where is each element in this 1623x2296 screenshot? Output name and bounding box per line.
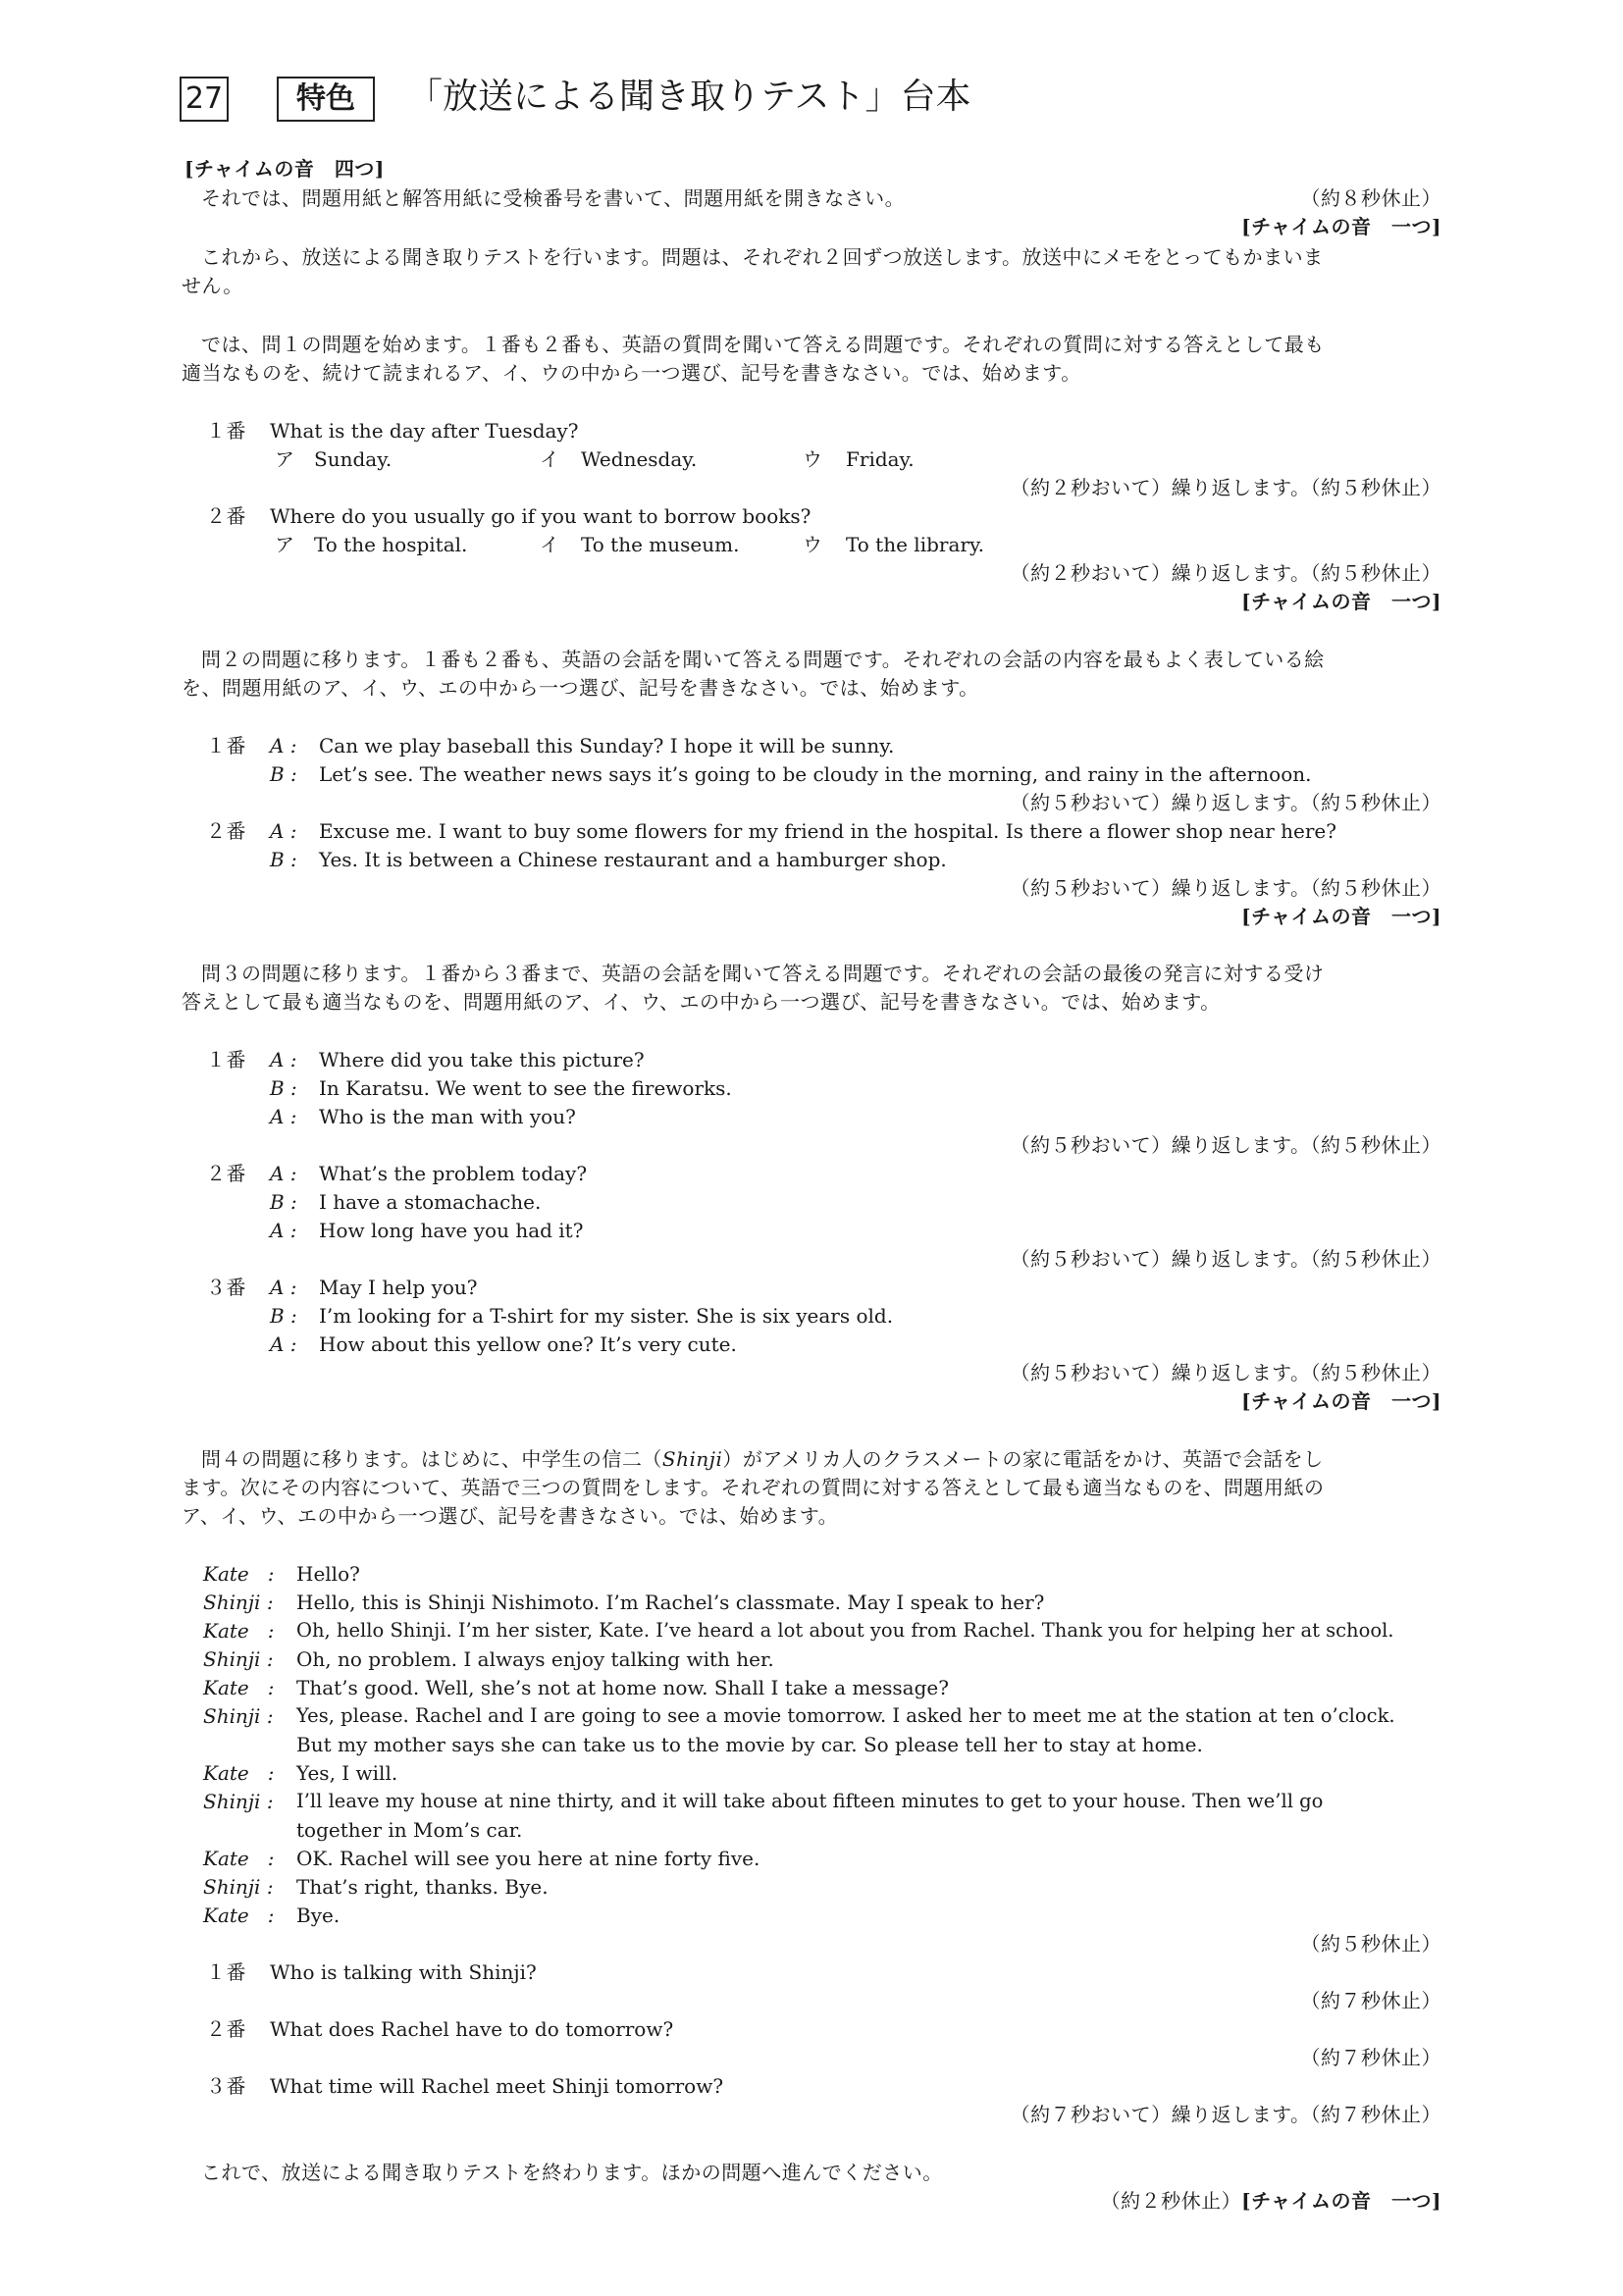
instruction-line: これから、放送による聞き取りテストを行います。問題は、それぞれ２回ずつ放送します。放送中にメモをとってもかまいま xyxy=(201,245,1324,269)
choice-kana: ア xyxy=(275,447,295,471)
instruction-part: ）がアメリカ人のクラスメートの家に電話をかけ、英語で会話をし xyxy=(722,1447,1324,1471)
dialogue-line: In Karatsu. We went to see the fireworks. xyxy=(319,1076,732,1100)
instruction-line: 問３の問題に移ります。１番から３番まで、英語の会話を聞いて答える問題です。それぞれの会話の最後の発言に対する受け xyxy=(201,962,1325,985)
choice-kana: ア xyxy=(275,533,295,556)
dialogue-line: That’s good. Well, she’s not at home now. Shall I take a message? xyxy=(296,1676,949,1699)
dialogue-line: Oh, no problem. I always enjoy talking with her. xyxy=(296,1647,774,1671)
dialogue-line: Oh, hello Shinji. I’m her sister, Kate. I’ve heard a lot about you from Rachel. Thank you for helping her at school. xyxy=(296,1619,1394,1642)
instruction-line: を、問題用紙のア、イ、ウ、エの中から一つ選び、記号を書きなさい。では、始めます。 xyxy=(182,676,979,700)
speaker-label: A : xyxy=(270,819,297,843)
speaker-label: A : xyxy=(270,1162,297,1185)
question-text: Where do you usually go if you want to borrow books? xyxy=(270,504,812,528)
dialogue-line: May I help you? xyxy=(319,1276,478,1299)
choice-text: Sunday. xyxy=(314,447,393,471)
chime-one: [チャイムの音 一つ] xyxy=(1241,590,1441,613)
chime-four: [チャイムの音 四つ] xyxy=(184,157,385,181)
question-text: What does Rachel have to do tomorrow? xyxy=(270,2017,674,2041)
speaker-label: Shinji : xyxy=(203,1875,274,1899)
instruction-line: それでは、問題用紙と解答用紙に受検番号を書いて、問題用紙を開きなさい。 xyxy=(201,186,906,210)
speaker-label: Kate : xyxy=(203,1847,275,1870)
pause-note: （約８秒休止） xyxy=(1300,186,1441,210)
chime-one: [チャイムの音 一つ] xyxy=(1241,905,1441,928)
repeat-note: （約５秒おいて）繰り返します。（約５秒休止） xyxy=(1010,791,1441,814)
closing-instruction: これで、放送による聞き取りテストを終わります。ほかの問題へ進んでください。 xyxy=(201,2161,943,2184)
choice-kana: ウ xyxy=(803,533,823,556)
item-number: ２番 xyxy=(206,819,246,843)
instruction-part: 問４の問題に移ります。はじめに、中学生の信二（ xyxy=(201,1447,662,1471)
speaker-label: Kate : xyxy=(203,1562,275,1586)
choice-text: To the museum. xyxy=(581,533,740,556)
instruction-line: 適当なものを、続けて読まれるア、イ、ウの中から一つ選び、記号を書きなさい。では、始めます。 xyxy=(182,361,1081,385)
dialogue-line: together in Mom’s car. xyxy=(296,1818,523,1842)
item-number: １番 xyxy=(206,419,246,443)
repeat-note: （約２秒おいて）繰り返します。（約５秒休止） xyxy=(1010,476,1441,499)
dialogue-line: I have a stomachache. xyxy=(319,1190,542,1214)
choice-kana: イ xyxy=(540,447,560,471)
dialogue-line: Hello, this is Shinji Nishimoto. I’m Rachel’s classmate. May I speak to her? xyxy=(296,1591,1045,1614)
speaker-label: B : xyxy=(270,848,297,871)
chime-one: [チャイムの音 一つ] xyxy=(1241,2189,1441,2213)
dialogue-line: I’m looking for a T-shirt for my sister. She is six years old. xyxy=(319,1304,894,1328)
pause-note: （約２秒休止） xyxy=(1100,2189,1242,2213)
instruction-line: ア、イ、ウ、エの中から一つ選び、記号を書きなさい。では、始めます。 xyxy=(182,1504,839,1528)
repeat-note: （約５秒おいて）繰り返します。（約５秒休止） xyxy=(1010,876,1441,900)
closing-note xyxy=(1101,2189,1441,2213)
pause-note: （約５秒休止） xyxy=(1300,1932,1441,1956)
dialogue-line: Yes. It is between a Chinese restaurant and a hamburger shop. xyxy=(319,848,947,871)
speaker-label: A : xyxy=(270,1332,297,1356)
repeat-note: （約５秒おいて）繰り返します。（約５秒休止） xyxy=(1010,1361,1441,1384)
problem-number-box: 27 xyxy=(180,77,229,122)
dialogue-line: How about this yellow one? It’s very cute. xyxy=(319,1332,737,1356)
dialogue-line: How long have you had it? xyxy=(319,1219,584,1242)
item-number: ３番 xyxy=(206,2074,246,2098)
repeat-note: （約２秒おいて）繰り返します。（約５秒休止） xyxy=(1010,561,1441,585)
dialogue-line: Yes, please. Rachel and I are going to see a movie tomorrow. I asked her to meet me at the station at ten o’clock. xyxy=(296,1704,1395,1727)
dialogue-line: I’ll leave my house at nine thirty, and it will take about fifteen minutes to get to your house. Then we’ll go xyxy=(296,1790,1324,1812)
speaker-label: A : xyxy=(270,734,297,757)
choice-text: To the hospital. xyxy=(314,533,468,556)
instruction-line xyxy=(201,1447,1324,1471)
choice-kana: ウ xyxy=(803,447,823,471)
page-title: 「放送による聞き取りテスト」台本 xyxy=(407,77,971,117)
speaker-label: B : xyxy=(270,762,297,786)
speaker-label: Shinji : xyxy=(203,1704,274,1728)
instruction-line: では、問１の問題を始めます。１番も２番も、英語の質問を聞いて答える問題です。それぞれの質問に対する答えとして最も xyxy=(201,333,1325,356)
repeat-note: （約７秒おいて）繰り返します。（約７秒休止） xyxy=(1010,2103,1441,2126)
repeat-note: （約５秒おいて）繰り返します。（約５秒休止） xyxy=(1010,1247,1441,1271)
speaker-label: A : xyxy=(270,1048,297,1071)
item-number: １番 xyxy=(206,1960,246,1984)
choice-kana: イ xyxy=(540,533,560,556)
dialogue-line: Who is the man with you? xyxy=(319,1105,576,1128)
name-romaji: Shinji xyxy=(661,1447,723,1471)
choice-text: To the library. xyxy=(846,533,984,556)
speaker-label: Kate : xyxy=(203,1676,275,1699)
speaker-label: A : xyxy=(270,1105,297,1128)
dialogue-line: Where did you take this picture? xyxy=(319,1048,645,1071)
item-number: ３番 xyxy=(206,1276,246,1299)
dialogue-line: Excuse me. I want to buy some flowers for my friend in the hospital. Is there a flower shop near here? xyxy=(319,819,1336,843)
dialogue-line: Let’s see. The weather news says it’s going to be cloudy in the morning, and rainy in the afternoon. xyxy=(319,762,1312,786)
dialogue-line: Can we play baseball this Sunday? I hope it will be sunny. xyxy=(319,734,895,757)
speaker-label: B : xyxy=(270,1076,297,1100)
speaker-label: Kate : xyxy=(203,1904,275,1927)
instruction-line: 問２の問題に移ります。１番も２番も、英語の会話を聞いて答える問題です。それぞれの会話の内容を最もよく表している絵 xyxy=(201,648,1325,671)
dialogue-line: But my mother says she can take us to the movie by car. So please tell her to stay at home. xyxy=(296,1733,1203,1756)
speaker-label: Shinji : xyxy=(203,1790,274,1813)
category-tag-box: 特色 xyxy=(277,77,375,122)
question-text: What is the day after Tuesday? xyxy=(270,419,579,443)
instruction-line: 答えとして最も適当なものを、問題用紙のア、イ、ウ、エの中から一つ選び、記号を書きなさい。では、始めます。 xyxy=(182,990,1221,1014)
dialogue-line: Yes, I will. xyxy=(296,1761,398,1785)
speaker-label: Kate : xyxy=(203,1619,275,1643)
speaker-label: A : xyxy=(270,1276,297,1299)
question-text: What time will Rachel meet Shinji tomorrow? xyxy=(270,2074,724,2098)
pause-note: （約７秒休止） xyxy=(1300,2046,1441,2069)
repeat-note: （約５秒おいて）繰り返します。（約５秒休止） xyxy=(1010,1133,1441,1157)
pause-note: （約７秒休止） xyxy=(1300,1989,1441,2012)
speaker-label: B : xyxy=(270,1304,297,1328)
chime-one: [チャイムの音 一つ] xyxy=(1241,1389,1441,1413)
dialogue-line: Hello? xyxy=(296,1562,360,1586)
choice-text: Wednesday. xyxy=(581,447,698,471)
item-number: ２番 xyxy=(206,504,246,528)
instruction-line: せん。 xyxy=(182,274,243,297)
choice-text: Friday. xyxy=(846,447,915,471)
speaker-label: Kate : xyxy=(203,1761,275,1785)
question-text: Who is talking with Shinji? xyxy=(270,1960,537,1984)
speaker-label: B : xyxy=(270,1190,297,1214)
speaker-label: Shinji : xyxy=(203,1647,274,1671)
dialogue-line: That’s right, thanks. Bye. xyxy=(296,1875,549,1899)
speaker-label: A : xyxy=(270,1219,297,1242)
item-number: １番 xyxy=(206,1048,246,1071)
item-number: ２番 xyxy=(206,1162,246,1185)
chime-one: [チャイムの音 一つ] xyxy=(1241,215,1441,238)
item-number: ２番 xyxy=(206,2017,246,2041)
dialogue-line: Bye. xyxy=(296,1904,340,1927)
dialogue-line: OK. Rachel will see you here at nine forty five. xyxy=(296,1847,760,1870)
speaker-label: Shinji : xyxy=(203,1591,274,1614)
instruction-line: ます。次にその内容について、英語で三つの質問をします。それぞれの質問に対する答えとして最も適当なものを、問題用紙の xyxy=(182,1476,1325,1499)
dialogue-line: What’s the problem today? xyxy=(319,1162,588,1185)
item-number: １番 xyxy=(206,734,246,757)
